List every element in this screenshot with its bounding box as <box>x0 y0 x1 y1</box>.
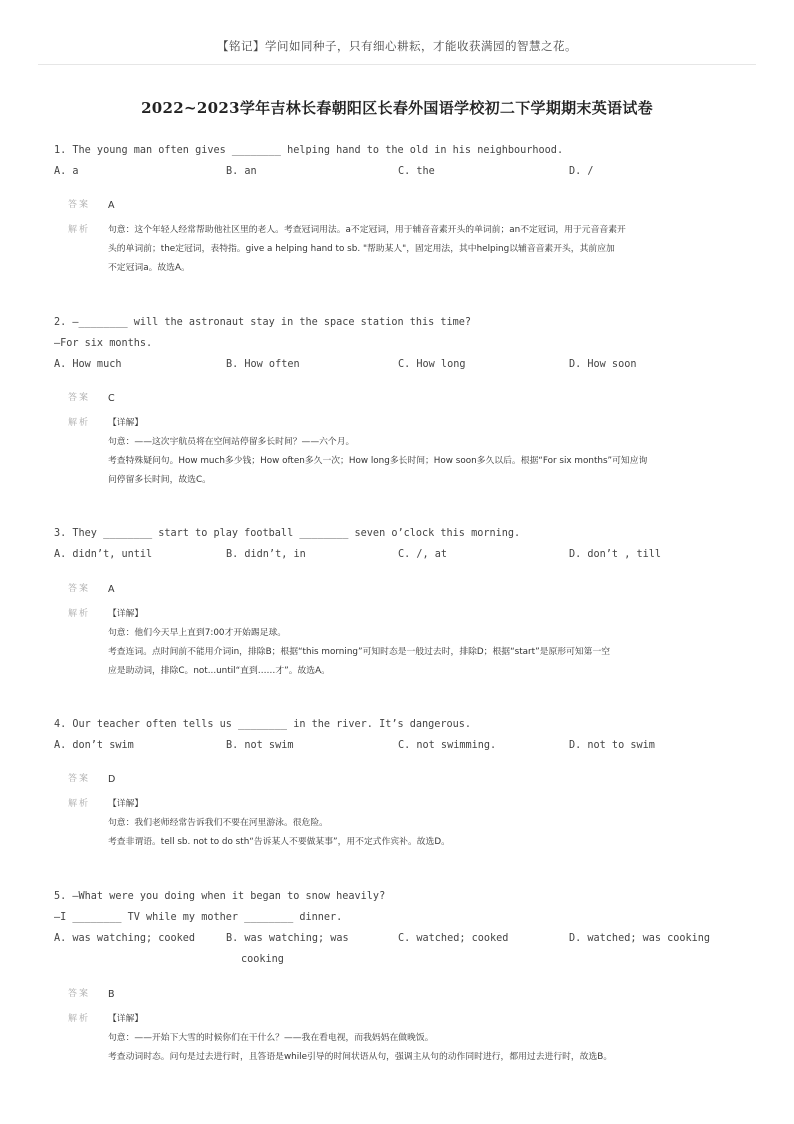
option-c: C. How long <box>398 359 466 370</box>
question-stem: 2. —________ will the astronaut stay in the space station this time? <box>54 317 472 328</box>
analysis-line: 句意：——这次宇航员将在空间站停留多长时间？——六个月。 <box>108 437 355 447</box>
option-d: D. watched; was cooking <box>569 933 711 944</box>
option-b: B. an <box>226 166 257 177</box>
option-a: A. How much <box>54 359 122 370</box>
analysis-text <box>108 605 744 681</box>
analysis-label: 解析 <box>68 609 91 619</box>
question-stem: 5. —What were you doing when it began to snow heavily? <box>54 891 386 902</box>
page-title: 2022~2023学年吉林长春朝阳区长春外国语学校初二下学期期末英语试卷 <box>141 99 653 117</box>
analysis-label: 解析 <box>68 418 91 428</box>
options-row <box>54 544 754 565</box>
analysis-line: 句意：他们今天早上直到7:00才开始踢足球。 <box>108 628 287 638</box>
option-c: C. watched; cooked <box>398 933 509 944</box>
answer-label: 答案 <box>68 584 91 594</box>
question-stem: 3. They ________ start to play football ________ seven o’clock this morning. <box>54 528 521 539</box>
question-stem: 1. The young man often gives ________ helping hand to the old in his neighbourhood. <box>54 145 564 156</box>
option-b: B. not swim <box>226 740 294 751</box>
option-d: D. How soon <box>569 359 637 370</box>
options-row <box>54 161 754 182</box>
analysis-line: 考查连词。点时间前不能用介词in，排除B；根据“this morning”可知时态是一般过去时，排除D；根据“start”是原形可知第一空 <box>108 647 611 657</box>
option-a: A. was watching; cooked <box>54 933 196 944</box>
analysis-line: 【详解】 <box>108 418 144 428</box>
option-d: D. not to swim <box>569 740 655 751</box>
analysis-line: 应是助动词，排除C。not...until“直到……才”。故选A。 <box>108 666 330 676</box>
question-5 <box>54 886 754 1062</box>
option-c: C. /, at <box>398 549 448 560</box>
option-a: A. didn’t, until <box>54 549 153 560</box>
option-a: A. don’t swim <box>54 740 134 751</box>
analysis-line: 句意：这个年轻人经常帮助他社区里的老人。考查冠词用法。a不定冠词，用于辅音音素开头的单词前；an不定冠词，用于元音音素开 <box>108 225 626 235</box>
answer-value: A <box>108 584 115 595</box>
option-a: A. a <box>54 166 79 177</box>
header-divider <box>38 64 756 65</box>
analysis-text <box>108 414 744 490</box>
analysis-line: 问停留多长时间，故选C。 <box>108 475 211 485</box>
analysis-text <box>108 221 744 278</box>
answer-value: D <box>108 774 116 785</box>
question-stem: 4. Our teacher often tells us ________ in the river. It’s dangerous. <box>54 719 472 730</box>
answer-label: 答案 <box>68 774 91 784</box>
analysis-line: 句意：——开始下大雪的时候你们在干什么？——我在看电视，而我妈妈在做晚饭。 <box>108 1033 434 1043</box>
question-stem-reply: —I ________ TV while my mother ________ dinner. <box>54 912 343 923</box>
analysis-line: 头的单词前；the定冠词，表特指。give a helping hand to sb. "帮助某人"，固定用法，其中helping以辅音音素开头，其前应加 <box>108 244 615 254</box>
question-4 <box>54 714 754 847</box>
options-row <box>54 928 754 965</box>
option-d: D. / <box>569 166 594 177</box>
question-1 <box>54 140 754 273</box>
question-3 <box>54 523 754 676</box>
analysis-label: 解析 <box>68 1014 91 1024</box>
analysis-line: 考查非谓语。tell sb. not to do sth“告诉某人不要做某事”，用不定式作宾补。故选D。 <box>108 837 450 847</box>
analysis-line: 考查特殊疑问句。How much多少钱；How often多久一次；How long多长时间；How soon多久以后。根据“For six months”可知应询 <box>108 456 648 466</box>
answer-value: C <box>108 393 115 404</box>
analysis-line: 【详解】 <box>108 1014 144 1024</box>
options-row <box>54 354 754 375</box>
analysis-line: 句意：我们老师经常告诉我们不要在河里游泳。很危险。 <box>108 818 328 828</box>
analysis-label: 解析 <box>68 799 91 809</box>
analysis-line: 【详解】 <box>108 609 144 619</box>
answer-label: 答案 <box>68 200 91 210</box>
option-b: B. How often <box>226 359 300 370</box>
answer-value: A <box>108 200 115 211</box>
option-b: B. didn’t, in <box>226 549 306 560</box>
option-b: B. was watching; was <box>226 933 349 944</box>
answer-label: 答案 <box>68 989 91 999</box>
option-c: C. not swimming. <box>398 740 497 751</box>
option-b-continuation: cooking <box>241 954 284 965</box>
analysis-line: 不定冠词a。故选A。 <box>108 263 190 273</box>
option-d: D. don’t , till <box>569 549 662 560</box>
motto-banner: 【铭记】学问如同种子，只有细心耕耘，才能收获满园的智慧之花。 <box>217 39 577 53</box>
question-stem-reply: —For six months. <box>54 338 153 349</box>
analysis-label: 解析 <box>68 225 91 235</box>
answer-value: B <box>108 989 115 1000</box>
answer-label: 答案 <box>68 393 91 403</box>
analysis-text <box>108 1010 744 1067</box>
option-c: C. the <box>398 166 435 177</box>
options-row <box>54 735 754 756</box>
analysis-text <box>108 795 744 852</box>
analysis-line: 考查动词时态。问句是过去进行时，且答语是while引导的时间状语从句，强调主从句的动作同时进行，都用过去进行时，故选B。 <box>108 1052 613 1062</box>
analysis-line: 【详解】 <box>108 799 144 809</box>
question-2 <box>54 312 754 485</box>
